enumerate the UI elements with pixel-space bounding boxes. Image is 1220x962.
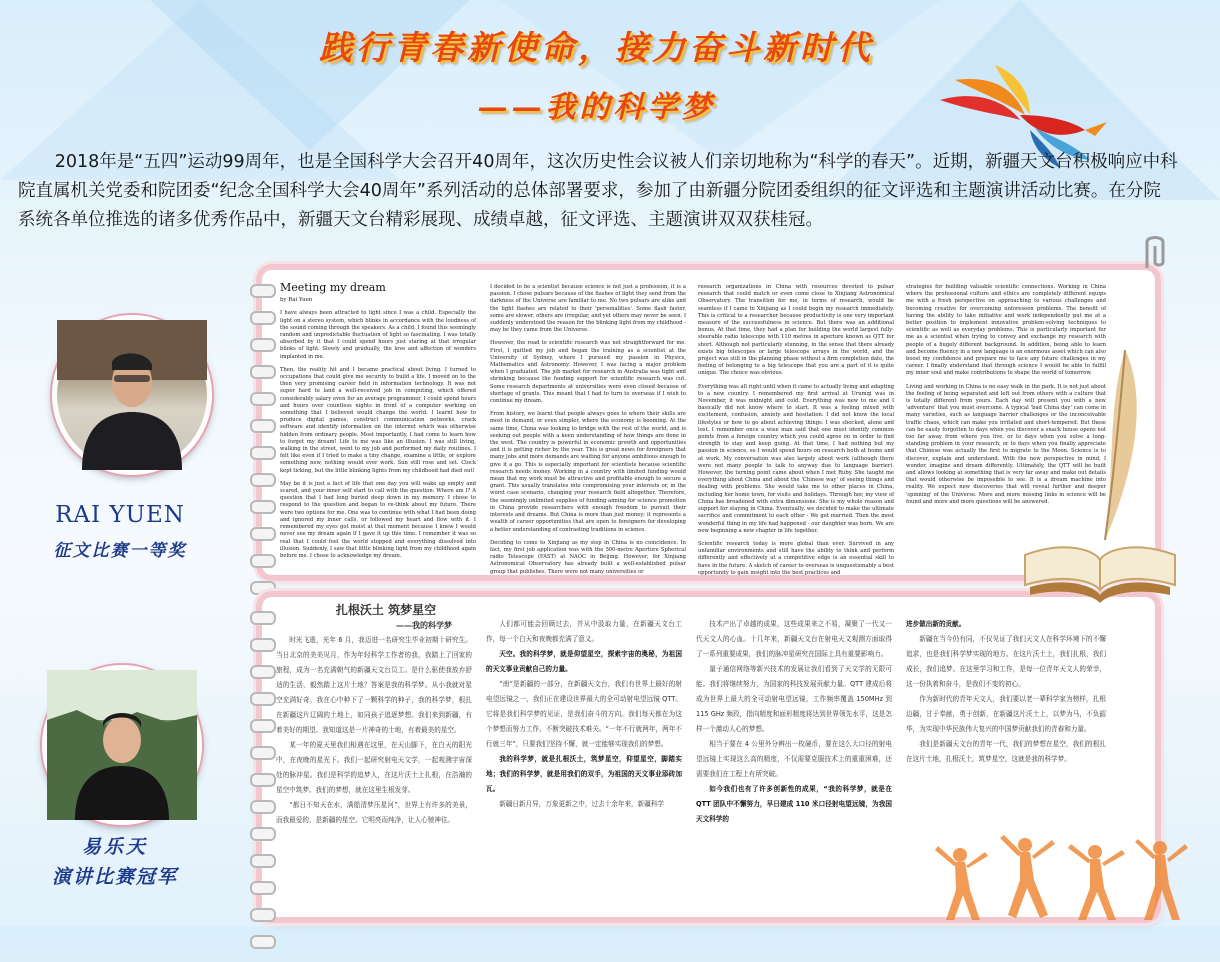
paperclip-icon <box>1135 232 1175 272</box>
speech-paragraph: 作为新时代的青年天文人，我们要以老一辈科学家为榜样，扎根边疆，甘于奉献，勇于创新，在新疆这片沃土上，以梦为马，不负韶华，为实现中华民族伟大复兴的中国梦贡献我们的青春和力量。 <box>906 695 1106 733</box>
speech-paragraph: 新疆日新月异，万象更新之中，过去十余年来，新疆科学 <box>499 800 665 808</box>
essay-paragraph: Deciding to come to Xinjiang as my step in China is no coincidence. In fact, my first job application was with the 500-metre Aperture Spherical radio Telescope (FAST) at NAOC in Beijing. However, for Xinjiang Astronomical Observatory has already built a well-established pulsar group that publishes. There were not many universities or <box>490 539 686 575</box>
speech-paragraph: 时光飞逝，光年 6 月，我迈进一名研究生毕业初期十研究生。当日北京的美美见月，作为年轻科学工作者的我，我踏上了回家的旅程，成为一名充满朝气的新疆天文台员工。是什么驱使我放弃舒适的生活，毅然踏上这片土地？答案是我的科学梦。从小我就对星空充满好奇，我在心中种下了一颗科学的种子，我的科学梦，根扎在新疆这片辽阔的土地上，如同孩子追逐梦想。我们来到新疆，有着美好的期望。我知道这是一片神奇的土地，有着最美的星空。 <box>276 636 472 734</box>
speech-paragraph: 天空。我的科学梦，就是仰望星空，探索宇宙的奥秘，为祖国的天文事业贡献自己的力量。 <box>486 650 682 673</box>
binder-rings <box>250 611 274 962</box>
speech-paragraph: 技术产出了卓越的成果，这些成果来之不易，凝聚了一代又一代天文人的心血。十几年来，新疆天文台在射电天文观测方面取得了一系列重要成果，我们的脉冲星研究在国际上具有重要影响力。 <box>696 620 892 658</box>
speech-paragraph: “都日不知天在水，满船清梦压星河”，世界上有许多的美景，而我最爱的，是新疆的星空。它明亮而纯净，让人心驰神往。 <box>276 801 472 824</box>
speech-subtitle: ——我的科学梦 <box>396 621 452 630</box>
speech-title: 扎根沃土 筑梦星空 <box>335 603 437 617</box>
open-book-icon <box>1015 515 1185 605</box>
winner2-award: 演讲比赛冠军 <box>51 866 178 888</box>
speech-paragraph: 我的科学梦，就是扎根沃土，筑梦星空，仰望星空，脚踏实地；我们的科学梦，就是用我们的双手，为祖国的天文事业添砖加瓦。 <box>486 755 682 793</box>
main-title: 践行青春新使命，接力奋斗新时代 <box>319 28 874 67</box>
speech-paragraph: 相当于要在 4 公里外分辨出一枚硬币，要在这么大口径的射电望远镜上实现这么高的精度，不仅需要克服技术上的重重困难，还需要我们在工程上有所突破。 <box>696 740 892 778</box>
speech-paragraph: 我们是新疆天文台的青年一代，我们的梦想在星空，我们的根扎在这片土地，扎根沃土，筑梦星空，这就是我的科学梦。 <box>906 740 1106 763</box>
essay-title: Meeting my dream <box>280 281 386 294</box>
speech-paragraph: 人们都可能会回顾过去，并从中汲取力量，在新疆天文台工作，每一个白天和夜晚都充满了意义。 <box>486 620 682 643</box>
essay-column-1 <box>280 281 476 570</box>
essay-paragraph: Scientific research today is more global than ever. Survived in any unfamiliar environments and still have the ability to think and perform differently and effectively at a competitive edge is an essential skill to have in the future. A sketch of career to overseas is unquestionably a best opportunity to gain insight into the best practices and <box>698 540 894 576</box>
speech-paragraph: 某一年的夏天里我们相遇在这里，在天山脚下，在白天的阳光中，在夜晚的星光下。我们一起研究射电天文学，一起观测宇宙深处的脉冲星。我们是科学的追梦人，在这片沃土上扎根，在浩瀚的星空中筑梦。我们的梦想，就在这里生根发芽。 <box>276 741 472 794</box>
speech-column-1 <box>276 603 472 911</box>
essay-column-4 <box>906 284 1106 505</box>
essay-paragraph: Everything was all right until when it came to actually living and adapting to a new country. I remembered my first arrival at Urumqi was in November, it was midnight and cold. Everything was new to me and I basically did not know where to start. It was a feeling mixed with excitement, confusion, anxiety and hesitation. I did not know the local lifestyles or how to go about achieving things. I was shocked, alone and lost. I remember once a wise man said that one must identify common points from a foreign country which you could agree on in order to find strength to stay and keep going. At that time, I had nothing but my passion in science, so I would spend hours on research both at home and at work. My conversation was also largely about work (although there were not many people to talk to anyway due to language barrier). However, the turning point came about when I met Ruby. She taught me everything about China and about the 'Chinese way' of seeing things and dealing with problems. She would take me to other places in China, including her home town, for visits and holidays. Through her, my view of China has broadened with extra dimensions. She is my whole reason and support for staying in China. Eventually, we decided to make the ultimate sacrifice and commitment to each other - We got married. Then the most wonderful thing in my life had happened - our daughter was born. We are now beginning a new chapter in life together. <box>698 383 894 534</box>
speech-paragraph: 如今我们也有了许多创新性的成果，“我的科学梦，就是在 QTT 团队中不懈努力，早日建成 110 米口径射电望远镜，为我国天文科学的 <box>696 785 892 823</box>
essay-column-2 <box>490 284 686 575</box>
winner1-award: 征文比赛一等奖 <box>53 541 187 561</box>
intro-paragraph: 2018年是“五四”运动99周年，也是全国科学大会召开40周年，这次历史性会议被人们亲切地称为“科学的春天”。近期，新疆天文台积极响应中科院直属机关党委和院团委“纪念全国科学大会40周年”系列活动的总体部署要求，参加了由新疆分院团委组织的征文评选和主题演讲活动比赛。在分院系统各单位推选的诸多优秀作品中，新疆天文台精彩展现、成绩卓越，征文评选、主题演讲双双获桂冠。 <box>18 152 1178 230</box>
speech-paragraph: 新疆在当今仍有同，不仅见证了我们天文人在科学环境下的不懈追求，也是我们科学梦实现的地方。在这片沃土上，我们扎根，我们成长，我们追梦。在这里学习和工作，是每一位青年天文人的荣幸，这一份执着和奋斗，是我们不变的初心。 <box>906 635 1106 688</box>
essay-paragraph: I decided to be a scientist because science is not just a profession, it is a passion. I chose pulsars because of the flashes of light they send from the darkness of the Universe are familiar to me. No two pulsars are alike and the light flashes are related to their 'personalities'. Some flash faster, some are slower, others are irregular, and yet others may never be seen. I suddenly understood the reason for the blinking light from my childhood - may be they came from the Universe. <box>490 284 686 334</box>
winner2-name: 易乐天 <box>81 836 148 858</box>
essay-paragraph: research organizations in China with resources devoted to pulsar research that could match or even come close to Xinjiang Astronomical Observatory. The transition for me, in terms of research, would be seamless if I came to Xinjiang as I could begin my research immediately. This is critical to a researcher because productivity is one very important measure of the successfulness in science. But there was an additional bonus. At that time, they had a plan for building the world largest fully-steerable radio telescope with 110 metres in aperture known as QTT for short. Although not particularly stunning, in the sense that there already exists big telescopes or large telescope arrays in the world, and the project was still in the planning phase without a firm completion date, the feeling of belonging to a big telescope that you are a part of it is quite unique. The choice was obvious. <box>698 284 894 377</box>
silhouette-dancers-icon <box>930 830 1190 925</box>
essay-paragraph: Then, the reality hit and I became practical about living. I turned to occupations that could give me security to build a life. I moved on to the then very promising career field in information technology. It was not super hard to land a well-received job in computing, which offered considerably salary even for an average programmer, I could spend hours and hours over countless nights in front of a computer working on something that I believed would change the world. I learnt how to produce digital games, construct communication networks, crack software and identify information on the internet which was otherwise hidden from ordinary people. Most importantly, I had come to learn how to forget my dream! Life to me was like an illusion. I was still living, walking in the street, went to my job and performed my daily routines. I felt like even if I tried to make a tiny change, examine a little, or explore something new, nothing would ever work. Sun still rose and set. Clock kept ticking, but the little blinking lights from my childhood had died out! <box>280 366 476 474</box>
essay-column-3 <box>698 284 894 576</box>
portrait-photo-rai-yuen <box>52 315 212 475</box>
portrait-photo-yi-letian <box>42 665 202 825</box>
essay-byline: by Rai Yuen <box>280 297 313 304</box>
speech-paragraph: 进步做出新的贡献。 <box>906 620 966 628</box>
essay-paragraph: However, the road to scientific research was not straightforward for me. First, I quitted my job and began the training as a scientist at the University of Sydney, where I pursued my passion in Physics, Mathematics and Astronomy. However, I was facing a major problem when I graduated. The job market for research in Australia was tight and shrinking because the funding support for scientific research was cut. Some research departments at universities were even closed because of shortage of grants. This meant that I had to turn to overseas if I wish to continue my dream. <box>490 340 686 405</box>
essay-paragraph: Living and working in China is no easy walk in the park. It is not just about the feeling of being separated and left out from others with a culture that is totally different from yours. Each day will present you with a new 'adventure' that you must overcome. A typical 'bad China day' can come in many varieties, such as language barrier challenges or the inconceivable traffic chaos, which can make you irritated and short-tempered. But these can be easily forgotten to days when you discover a snack house opens not too far away from where you live, or to days when you solve a long-standing problem in your research, or to days when you finally appreciate that Chinese was actually the first to migrate to the Moon. Science is to discover, explain and understand. With the new perspective in mind, I wonder, imagine and dream differently. Ultimately, the QTT will be built and allows looking at something that is very far away and make out details that would otherwise be impossible to see. It is a dream machine into reality. We expect new discoveries that will reveal further and deeper 'spinning' of the Universe. More and more missing links in science will be found and more and more questions will be answered. <box>906 383 1106 505</box>
speech-paragraph: 量子通信网络等新兴技术的发展让我们看到了天文学的无限可能。我们将继续努力，为国家的科技发展贡献力量。QTT 建成后将成为世界上最大的全可动射电望远镜，工作频率覆盖 150MHz 到 115 GHz 频段，指向精度和面形精度将达到世界领先水平，这是怎样一个激动人心的梦想。 <box>696 665 892 733</box>
speech-column-2 <box>486 617 682 911</box>
winner1-name: RAI YUEN <box>55 502 185 528</box>
binder-rings <box>250 284 274 608</box>
speech-paragraph: “南”是新疆的一部分，在新疆天文台，我们有世界上最好的射电望远镜之一，我们正在建设世界最大的全可动射电望远镜 QTT。它将是我们科学梦的见证，是我们奋斗的方向。我们每天都在为这个梦想而努力工作，不断突破技术难关。“一年不行就两年，两年不行就三年”，只要我们坚持不懈，就一定能够实现我们的梦想。 <box>486 680 682 748</box>
subtitle: ——我的科学梦 <box>477 90 716 125</box>
essay-paragraph: I have always been attracted to light since I was a child. Especially the light on a stereo system, which blinks in accordance with the loudness of the sound coming through the speakers. As a child, I found this seemingly random and unpredictable fluctuation of light so fascinating. I was totally absorbed by it that I could spend hours just staring at that irregular blinks of light. Slowly and gradually, the love and affection of wonders implanted in me. <box>280 310 476 360</box>
essay-paragraph: strategies for building valuable scientific connections. Working in China where the professional culture and ethics are completely different equips me with a fresh perspective on approaching to various challenges and becoming creative for overcoming unforeseen problems. The benefit of having the ability to take initiative and work independently put me at a better position to implement innovative problem-solving techniques to scientific as well as everyday problems. This is particularly important for me as a scientist when trying to convey and exchange my research with people of a hugely different background. In addition, being able to learn and become fluency in a new language is an enormous asset which can also boost my confidence and prepare me to face any future challenges in my career. I finally understand that through science I would be able to fulfill my inner soul and make contributions to shape the world of tomorrow. <box>906 284 1106 377</box>
speech-column-3 <box>696 617 892 911</box>
speech-column-4 <box>906 617 1106 832</box>
essay-paragraph: From history, we learnt that people always goes to where their skills are most in demand, or even simpler, where the economy is booming. At the same time, China was looking to bridge with the rest of the world, and is seeking out people with a keen understanding of how things are done in the west. The country is powerful in economic growth and opportunities and it is getting richer by the year. This is great news for foreigners that many jobs and more demands are waiting for anyone ambitious enough to give it a go. This is especially important for scientists because scientific research needs money. Working in a country with limited funding would mean that my work must be attractive and profitable enough to secure a grant. This usually translates into compromising your interests or, in the worst case scenario, changing your research field altogether. Therefore, the seemingly unlimited supplies of funding aiming for science promotion in China provide researchers with enough freedom to pursuit their interests and dreams. But China is more than just money; it represents a wealth of career opportunities that are open to foreigners for developing a better understanding of contrasting traditions in science. <box>490 411 686 533</box>
essay-paragraph: May be it is just a fact of life that one day you will wake up empty and scared, and your inner self start to call with the question: Where am I? A question that I had long buried deep down in my memory. I chose to respond to the question and began to re-think about my future. There were two options for me. One was to continue with what I had been doing and ignored my inner calls, or followed my heart and flow with it. I remembered my eyes got moist at that moment because I knew I would never see my dream again if I gave it up this time. I remember it was so real that I could feel the world stopped and everything dissolved into illusion. Suddenly, I saw that little blinking light from my childhood again before me. I chose to acknowledge my dream. <box>280 480 476 559</box>
